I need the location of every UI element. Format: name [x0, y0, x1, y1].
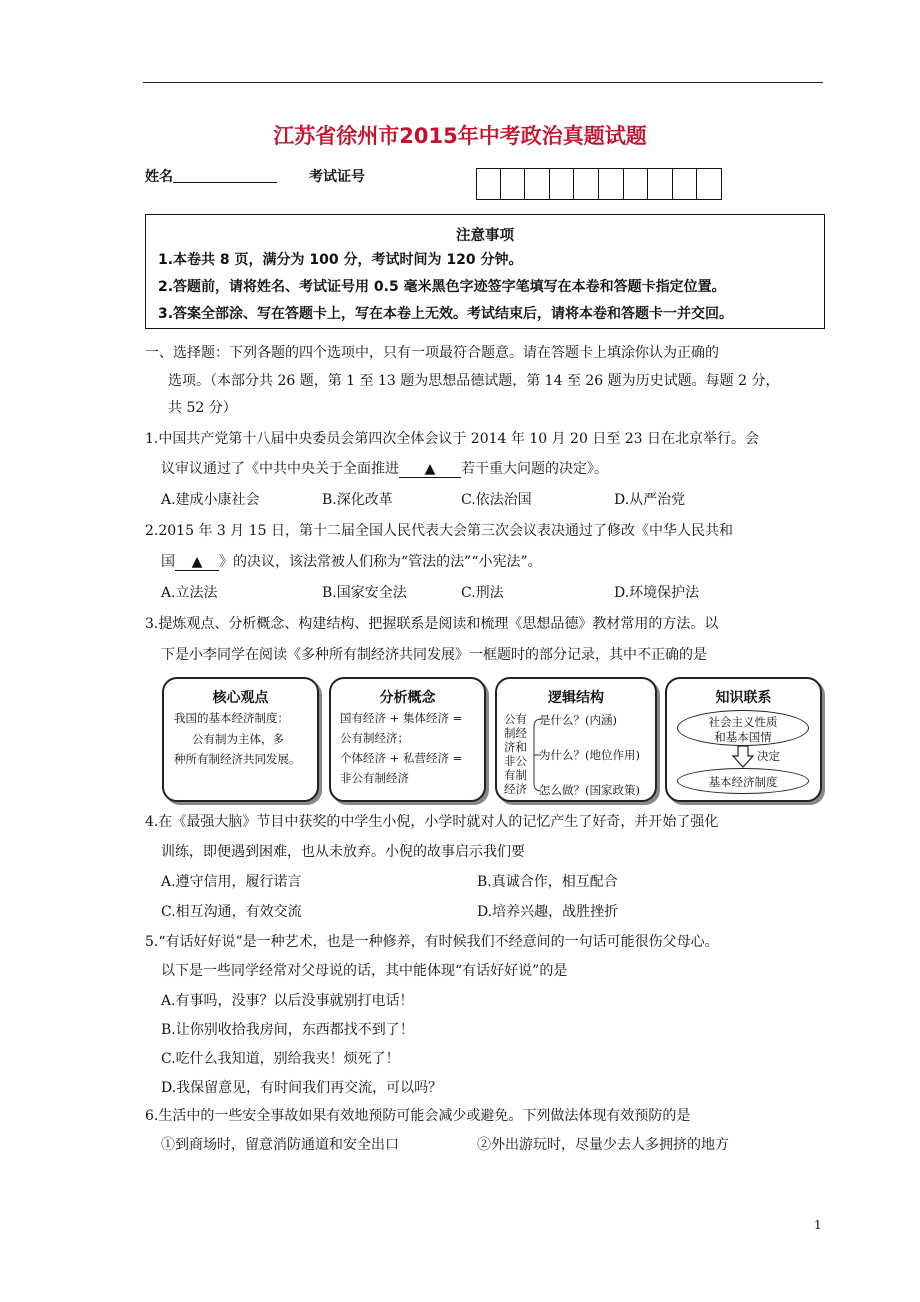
- id-cell[interactable]: [550, 168, 575, 200]
- exam-title: 江苏省徐州市2015年中考政治真题试题: [273, 124, 647, 148]
- card-text: 经济: [504, 782, 527, 796]
- q1-stem-line1: 1.中国共产党第十八届中央委员会第四次全体会议于 2014 年 10 月 20 日至 23 日在北京举行。会: [145, 431, 760, 447]
- q1-option-a[interactable]: A.建成小康社会: [161, 492, 260, 508]
- section-instructions-line3: 共 52 分）: [168, 400, 237, 416]
- notice-item: 1.本卷共 8 页，满分为 100 分，考试时间为 120 分钟。: [158, 252, 523, 268]
- card-text: 基本经济制度: [708, 775, 778, 789]
- q2-stem-line2: 国 ▲ 》的决议，该法常被人们称为“管法的法”“小宪法”。: [161, 554, 542, 570]
- notice-item: 3.答案全部涂、写在答题卡上，写在本卷上无效。考试结束后，请将本卷和答题卡一并交回。: [158, 306, 734, 322]
- card-text: 种所有制经济共同发展。: [174, 752, 301, 766]
- id-cell[interactable]: [574, 168, 599, 200]
- q6-stem-line1: 6.生活中的一些安全事故如果有效地预防可能会减少或避免。下列做法体现有效预防的是: [145, 1108, 691, 1124]
- q1-option-b[interactable]: B.深化改革: [322, 492, 393, 508]
- section-instructions-line2: 选项。（本部分共 26 题，第 1 至 13 题为思想品德试题，第 14 至 26 题为历史试题。每题 2 分，: [168, 373, 780, 389]
- id-cell[interactable]: [525, 168, 550, 200]
- q2-option-b[interactable]: B.国家安全法: [322, 585, 407, 601]
- q5-option-a[interactable]: A.有事吗，没事？以后没事就别打电话！: [161, 993, 414, 1009]
- card-logical-structure[interactable]: [495, 677, 657, 802]
- q1-option-c[interactable]: C.依法治国: [461, 492, 532, 508]
- q3-stem-line2: 下是小李同学在阅读《多种所有制经济共同发展》一框题时的部分记录，其中不正确的是: [161, 647, 707, 663]
- q1-option-d[interactable]: D.从严治党: [614, 492, 686, 508]
- down-arrow-icon: [731, 745, 755, 769]
- name-field: [145, 166, 277, 186]
- id-cell[interactable]: [648, 168, 673, 200]
- card-text: 济和: [504, 740, 527, 754]
- q1-blank: ▲: [399, 461, 461, 478]
- id-cell[interactable]: [476, 168, 501, 200]
- card-core-viewpoint[interactable]: [162, 677, 319, 802]
- name-label: 姓名: [145, 169, 173, 185]
- q2-option-a[interactable]: A.立法法: [161, 585, 218, 601]
- card-heading: 逻辑结构: [548, 690, 604, 706]
- card-heading: 知识联系: [715, 690, 772, 706]
- card-text: 和基本国情: [714, 730, 772, 744]
- q4-option-b[interactable]: B.真诚合作，相互配合: [477, 874, 618, 890]
- q5-option-d[interactable]: D.我保留意见，有时间我们再交流，可以吗？: [161, 1080, 443, 1096]
- card-text: 制经: [504, 726, 527, 740]
- exam-id-boxes[interactable]: [476, 168, 722, 200]
- q5-stem-line1: 5.“有话好好说”是一种艺术，也是一种修养，有时候我们不经意间的一句话可能很伤父母心。: [145, 934, 719, 950]
- card-text: 有制: [504, 768, 527, 782]
- q2-blank: ▲: [175, 554, 219, 571]
- card-text: 非公: [504, 754, 527, 768]
- q5-option-b[interactable]: B.让你别收拾我房间，东西都找不到了！: [161, 1022, 414, 1038]
- card-text: 公有制经济；: [340, 731, 409, 745]
- card-knowledge-link[interactable]: [665, 677, 822, 802]
- card-text: 国有经济 + 集体经济 =: [340, 711, 463, 725]
- arrow-label: 决定: [757, 749, 780, 763]
- card-heading: 核心观点: [212, 690, 269, 706]
- q2-option-c[interactable]: C.刑法: [461, 585, 504, 601]
- q2-option-d[interactable]: D.环境保护法: [614, 585, 700, 601]
- card-text: 非公有制经济: [340, 771, 409, 785]
- exam-id-label: 考试证号: [309, 169, 365, 185]
- card-text: 社会主义性质: [708, 715, 778, 729]
- id-cell[interactable]: [501, 168, 526, 200]
- card-text: 是什么？(内涵): [539, 713, 617, 727]
- q4-stem-line2: 训练，即便遇到困难，也从未放弃。小倪的故事启示我们要: [161, 844, 525, 860]
- q4-stem-line1: 4.在《最强大脑》节目中获奖的中学生小倪，小学时就对人的记忆产生了好奇，并开始了强化: [145, 814, 719, 830]
- oval-national-conditions: [677, 710, 809, 746]
- q4-option-c[interactable]: C.相互沟通，有效交流: [161, 904, 302, 920]
- card-text: 个体经济 + 私营经济 =: [340, 751, 463, 765]
- card-concept-analysis[interactable]: [329, 677, 486, 802]
- notice-box: [145, 214, 825, 329]
- card-heading: 分析概念: [379, 690, 436, 706]
- card-text: 为什么？(地位作用): [539, 748, 640, 762]
- q3-figure: [162, 677, 824, 804]
- id-cell[interactable]: [599, 168, 624, 200]
- notice-heading: 注意事项: [456, 228, 514, 244]
- q2-stem-line1: 2.2015 年 3 月 15 日，第十二届全国人民代表大会第三次会议表决通过了修改《中华人民共和: [145, 523, 733, 539]
- notice-item: 2.答题前，请将姓名、考试证号用 0.5 毫米黑色字迹签字笔填写在本卷和答题卡指定位置。: [158, 279, 726, 295]
- q5-stem-line2: 以下是一些同学经常对父母说的话，其中能体现“有话好好说”的是: [161, 963, 568, 979]
- oval-basic-economic-system: [677, 768, 809, 794]
- name-blank[interactable]: [173, 169, 277, 183]
- id-cell[interactable]: [624, 168, 649, 200]
- section-instructions-line1: 一、选择题：下列各题的四个选项中，只有一项最符合题意。请在答题卡上填涂你认为正确的: [145, 345, 719, 361]
- card-text: 公有制为主体，多: [192, 732, 284, 746]
- q1-stem-line2: 议审议通过了《中共中央关于全面推进 ▲ 若干重大问题的决定》。: [161, 461, 608, 477]
- q3-stem-line1: 3.提炼观点、分析概念、构建结构、把握联系是阅读和梳理《思想品德》教材常用的方法。以: [145, 616, 719, 632]
- card-text: 我国的基本经济制度：: [174, 711, 289, 725]
- q4-option-d[interactable]: D.培养兴趣，战胜挫折: [477, 904, 619, 920]
- q6-item-2: ②外出游玩时，尽量少去人多拥挤的地方: [477, 1137, 729, 1153]
- id-cell[interactable]: [673, 168, 698, 200]
- q4-option-a[interactable]: A.遵守信用，履行诺言: [161, 874, 302, 890]
- page-number: 1: [814, 1218, 822, 1232]
- header-rule: [143, 82, 823, 83]
- q5-option-c[interactable]: C.吃什么我知道，别给我夹！烦死了！: [161, 1051, 400, 1067]
- id-cell[interactable]: [697, 168, 722, 200]
- card-text: 怎么做？(国家政策): [539, 783, 640, 797]
- q6-item-1: ①到商场时，留意消防通道和安全出口: [161, 1137, 399, 1153]
- card-text: 公有: [504, 712, 527, 726]
